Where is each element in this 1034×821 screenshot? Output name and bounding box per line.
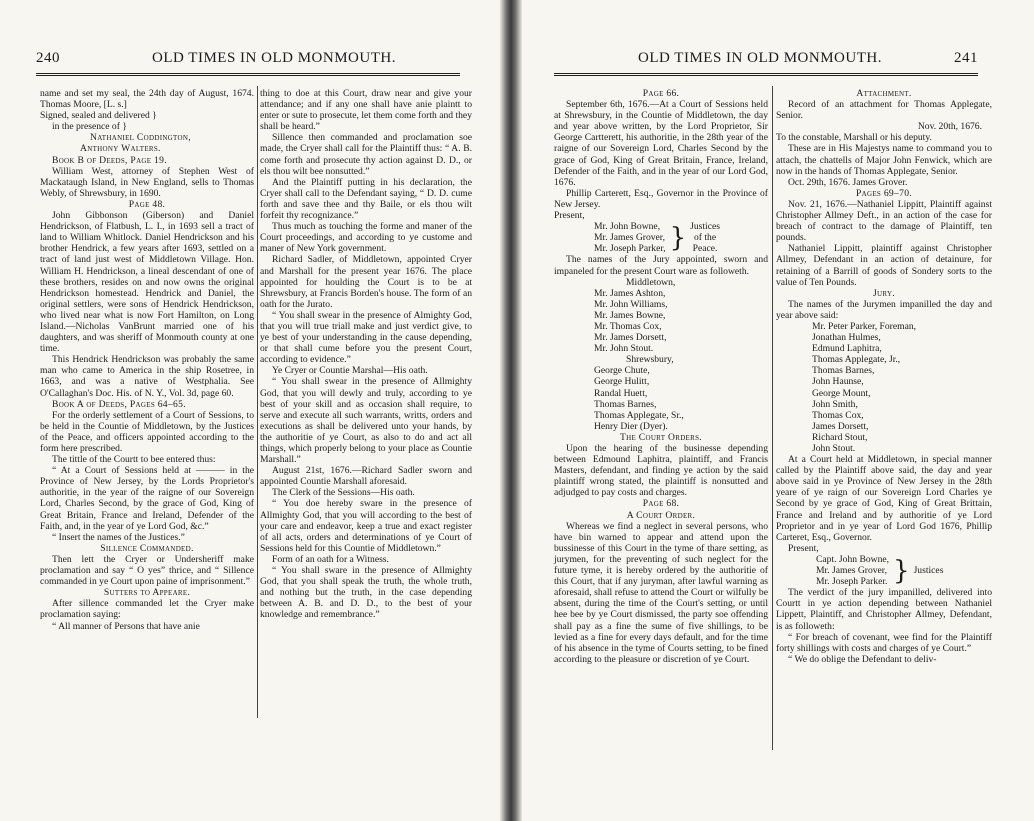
section-heading: Page 48. xyxy=(128,198,166,210)
section-heading: The Court Orders. xyxy=(619,431,702,443)
left-column-2 xyxy=(260,88,472,621)
juror-name: John Smith, xyxy=(812,398,858,410)
section-heading: Sillence Commanded. xyxy=(100,542,194,554)
justice-name: Mr. James Grover, xyxy=(594,232,666,244)
paragraph: After sillence commanded let the Cryer make proclamation saying: xyxy=(40,598,254,621)
header-rule xyxy=(554,73,978,76)
paragraph: For the orderly settlement of a Court of Sessions, to be held in the Countie of Middletown, by the Justices of the Peace, and officers appointed according to the form here prescribed. xyxy=(40,409,254,454)
paragraph: To the constable, Marshall or his deputy. xyxy=(776,132,932,144)
section-heading: Attachment. xyxy=(856,88,912,99)
quotation: “ You shall swear in the presence of Almighty God, that you will true triall make and just verdict give, to ye best of your understanding in the cause depending, or that shall cume before you the present Court, according to evidence.” xyxy=(260,309,472,366)
signature-line: Signed, sealed and delivered } xyxy=(40,110,157,122)
juror-name: George Mount, xyxy=(812,387,871,399)
justices-group xyxy=(554,221,768,254)
justices-label: Justices xyxy=(690,221,720,233)
quotation: “ All manner of Persons that have anie xyxy=(52,620,200,632)
jurymen-list xyxy=(776,321,992,454)
juror-name: Randal Huett, xyxy=(594,387,648,399)
paragraph: The Clerk of the Sessions—His oath. xyxy=(272,487,415,499)
paragraph: Richard Sadler, of Middletown, appointed Cryer and Marshall for the present year 1676. The place appointed for houlding the Court is to be at Shrewsbury, at Francis Borden's house. The form of an oath for the Jurato. xyxy=(260,254,472,310)
quotation: “ You shall swear in the presence of Allmighty God, that you will dewly and truly, according to ye best of your skill and as occasion shall require, to serve and execute all such warrants, writts, orders and executions as shall be delivered unto your hands, by the authoritie of ye Court, as also to do and act all things, which properly belong to your place as Countie Marshall.” xyxy=(260,376,472,466)
juror-name: Thomas Barnes, xyxy=(812,365,875,377)
section-heading: Sutters to Appeare. xyxy=(103,587,191,599)
juror-name: George Hulitt, xyxy=(594,376,650,388)
quotation: “ We do oblige the Defendant to deliv- xyxy=(788,653,937,665)
paragraph: Form of an oath for a Witness. xyxy=(272,553,389,565)
jury-place: Shrewsbury, xyxy=(626,354,674,366)
justice-name: Mr. James Grover, xyxy=(816,565,888,577)
column-divider xyxy=(772,86,773,750)
column-divider xyxy=(257,86,258,718)
paragraph: These are in His Majestys name to command you to attach, the chattells of Major John Fenwick, which are now in the hands of Thomas Applegate, Senior. xyxy=(776,143,992,177)
juror-name: Mr. Thomas Cox, xyxy=(594,320,662,332)
juror-name: Thomas Barnes, xyxy=(594,398,657,410)
justice-name: Capt. John Bowne, xyxy=(816,553,890,565)
quotation: “ Insert the names of the Justices.” xyxy=(52,531,185,543)
paragraph: This Hendrick Hendrickson was probably the same man who came to America in the ship Rosetree, in 1663, and was a native of Westphalia. See O'Callaghan's Doc. His. of N. Y., Vol. 3d, page 60. xyxy=(40,354,254,399)
section-heading: Page 66. xyxy=(642,88,680,99)
juror-name: Richard Stout, xyxy=(812,431,868,443)
witness-name: Anthony Walters. xyxy=(80,143,161,155)
paragraph: The names of the Jurymen impanilled the day and year above said: xyxy=(776,298,992,321)
paragraph: name and set my seal, the 24th day of August, 1674. Thomas Moore, [L. s.] xyxy=(40,88,254,111)
section-heading: A Court Order. xyxy=(626,509,696,521)
page-number: 240 xyxy=(36,50,60,66)
juror-name: John Haunse, xyxy=(812,376,864,388)
juror-name: James Dorsett, xyxy=(812,420,869,432)
jury-list xyxy=(554,277,768,432)
quotation: “ You shall sware in the presence of Allmighty God, that you shall speak the truth, the whole truth, and nothing but the truth, in the case depending between A. B. and D. D., to the best of your knowledge and remembrance.” xyxy=(260,565,472,621)
paragraph: William West, attorney of Stephen West of Mackataugh Island, in New England, sells to Thomas Webly, of Shrewsbury, in 1690. xyxy=(40,165,254,199)
section-heading: Page 68. xyxy=(642,498,680,510)
paragraph: Then lett the Cryer or Undersheriff make proclamation and say “ O yes” thrice, and “ Sillence commanded in ye Court upon paine of imprisonment.” xyxy=(40,553,254,588)
paragraph: Sillence then commanded and proclamation soe made, the Cryer shall call for the Plaintiff thus: “ A. B. come forth and prosecute thy action against D. D., or els thou wilt bee nonsutted.” xyxy=(260,132,472,177)
paragraph: Upon the hearing of the businesse depending between Edmound Laphitra, plaintiff, and Francis Masters, defendant, and finding ye action by the said plaintiff wrong stated, the plaintiff is nonsutted and adjudged to pay costs and charges. xyxy=(554,443,768,499)
paragraph: Nathaniel Lippitt, plaintiff against Christopher Allmey, Defendant in an action of detainure, for retaining of a Barrill of goods of Sondery sorts to the value of Ten Pounds. xyxy=(776,243,992,288)
juror-name: George Chute, xyxy=(594,365,650,377)
justices-label: of the xyxy=(693,232,717,244)
brace-icon: } xyxy=(669,222,687,253)
juror-name: Thomas Cox, xyxy=(812,409,864,421)
brace-icon: } xyxy=(893,555,910,586)
paragraph: The tittle of the Courtt to bee entered thus: xyxy=(52,454,216,466)
quotation: “ You doe hereby sware in the presence of Allmighty God, that you will according to the best of your care and endeavor, keep a true and exact register of all acts, orders and determinations of ye Court of Sessions held for this Countie of Middletown.” xyxy=(260,498,472,554)
section-heading: Jury. xyxy=(872,287,896,299)
paragraph: John Gibbonson (Giberson) and Daniel Hendrickson, of Flatbush, L. I., in 1693 sell a tract of land to William Whitlock. Daniel Hendrickson and his brother Hendrick, a few years after 1693, settled on a tract of land just west of Middletown Village. Hon. William H. Hendrickson, a lineal descendant of one of these brothers, resides on and now owns the original Hendrickson homestead. Hendrick and Daniel, the original settlers, were sons of Hendrick Hendrickson, who lived near what is now Fort Hamilton, on Long Island.—Nicholas VanBrunt married one of his daughters, and was sheriff of Monmouth county at one time. xyxy=(40,210,254,355)
present-label: Present, xyxy=(788,542,819,554)
juror-name: Thomas Applegate, Sr., xyxy=(594,409,684,421)
juror-name: Edmund Laphitra, xyxy=(812,343,882,355)
juror-name: Henry Dier (Dyer). xyxy=(594,420,668,432)
section-heading: Book A of Deeds, Pages 64–65. xyxy=(52,398,186,410)
date-line: Nov. 20th, 1676. xyxy=(917,121,982,133)
quotation: “ At a Court of Sessions held at ——— in the Province of New Jersey, by the Lords Proprietor's authoritie, in the year of the raigne of our Sovereign Lord, Charles Second, by the grace of God, King of Great Britain, France and Ireland, Defender of the Faith, and, in the year of ye Lord God, &c.” xyxy=(40,465,254,532)
paragraph: Thus much as touching the forme and maner of the Court proceedings, and according to ye custome and maner of New York government. xyxy=(260,221,472,255)
quotation: “ For breach of covenant, wee find for the Plaintiff forty shillings with costs and charges of ye Court.” xyxy=(776,631,992,654)
present-label: Present, xyxy=(554,210,585,222)
justices-label: Justices xyxy=(913,565,944,577)
paragraph: The verdict of the jury impanilled, delivered into Courtt in ye action depending between Nathaniel Lippett, Plaintiff, and Christopher Allmey, Defendant, is as followeth: xyxy=(776,587,992,632)
justices-group xyxy=(776,554,992,587)
paragraph: September 6th, 1676.—At a Court of Sessions held at Shrewsbury, in the Countie of Middletown, the day and year above written, by the Lord Proprietor, Sir George Cartterett, his authoritie, in the 28th year of the raigne of our Sovereign Lord, Charles Second by the grace of God, King of Great Britain, France, Ireland, Defender of the Faith, and in the year of our Lord God, 1676. xyxy=(554,99,768,188)
paragraph: August 21st, 1676.—Richard Sadler sworn and appointed Countie Marshall aforesaid. xyxy=(260,465,472,488)
paragraph: Phillip Carterett, Esq., Governor in the Province of New Jersey. xyxy=(554,187,768,210)
book-gutter xyxy=(500,0,522,821)
juror-name: John Stout. xyxy=(812,443,856,454)
witness-name: Nathaniel Coddington, xyxy=(90,132,191,144)
page-number: 241 xyxy=(954,50,978,66)
paragraph: thing to doe at this Court, draw near and give your attendance; and if any one shall have anie plaintt to enter or sute to prosecute, let them come forth and they shall be heard.” xyxy=(260,88,472,133)
right-page xyxy=(514,0,1034,821)
juror-name: Mr. John Williams, xyxy=(594,298,668,310)
right-column-2 xyxy=(776,88,992,665)
paragraph: Nov. 21, 1676.—Nathaniel Lippitt, Plaintiff against Christopher Allmey Deft., in an action of the case for breach of contract to the damage of Plaintiff, ten pounds. xyxy=(776,198,992,244)
paragraph: Whereas we find a neglect in several persons, who have bin warned to appear and attend upon the bussinesse of this Court in the tyme of thare setting, as jurymen, for the preventing of such neglect for the future tyme, it is hereby ordered by the authoritie of this Court, that if any juryman, after lawful warning as aforesaid, shall refuse to attend the Court or wilfully be absent, during the time of the Court's setting, or until hee bee by ye Court dismissed, the party soe offending shall pay as a fine the sume of five shillings, to be levied as a fine for every days default, and for the time of his absence in the tyme of Courts setting, to be fined according to the pleasure or discretion of ye Court. xyxy=(554,520,768,665)
justices-label: Peace. xyxy=(692,243,718,255)
left-page xyxy=(0,0,506,821)
paragraph: Record of an attachment for Thomas Applegate, Senior. xyxy=(776,99,992,122)
section-heading: Pages 69–70. xyxy=(856,187,912,199)
juror-name: Mr. James Dorsett, xyxy=(594,332,667,344)
justice-name: Mr. Joseph Parker. xyxy=(816,576,888,588)
juror-name: Jonathan Hulmes, xyxy=(812,332,881,344)
signature-line: Oct. 29th, 1676. James Grover. xyxy=(788,176,908,188)
header-rule xyxy=(36,73,460,76)
juror-name: Thomas Applegate, Jr., xyxy=(812,354,901,366)
paragraph: Ye Cryer or Countie Marshal—His oath. xyxy=(272,365,428,377)
left-column-1 xyxy=(40,88,254,632)
running-head: OLD TIMES IN OLD MONMOUTH. xyxy=(638,50,882,66)
juror-name: Mr. James Ashton, xyxy=(594,287,666,299)
paragraph: At a Court held at Middletown, in special manner called by the Plaintiff above said, the day and year above said in ye Province of New Jersey in the 28th yeare of ye raign of our Sovereign Lord Charles ye Second by ye grace of God, King of Great Brittain, France and Ireland and by authoritie of ye Lord Proprietor and in ye year of Lord God 1676, Phillip Carteret, Esq., Governor. xyxy=(776,454,992,543)
juror-name: Mr. James Bowne, xyxy=(594,309,666,321)
juror-name: Mr. John Stout. xyxy=(594,343,654,355)
running-head: OLD TIMES IN OLD MONMOUTH. xyxy=(152,50,396,66)
justice-name: Mr. John Bowne, xyxy=(594,221,661,233)
right-column-1 xyxy=(554,88,768,665)
signature-line: in the presence of } xyxy=(52,121,127,133)
paragraph: The names of the Jury appointed, sworn and impaneled for the present Court ware as followeth. xyxy=(554,254,768,277)
juror-name: Mr. Peter Parker, Foreman, xyxy=(812,320,917,332)
section-heading: Book B of Deeds, Page 19. xyxy=(52,154,167,166)
jury-place: Middletown, xyxy=(626,276,676,288)
paragraph: And the Plaintiff putting in his declaration, the Cryer shall call to the Defendant saying, “ D. D. cume forth and save thee and thy Baile, or els thou wilt forfeit thy recognizance.” xyxy=(260,176,472,222)
justice-name: Mr. Joseph Parker, xyxy=(594,243,666,255)
